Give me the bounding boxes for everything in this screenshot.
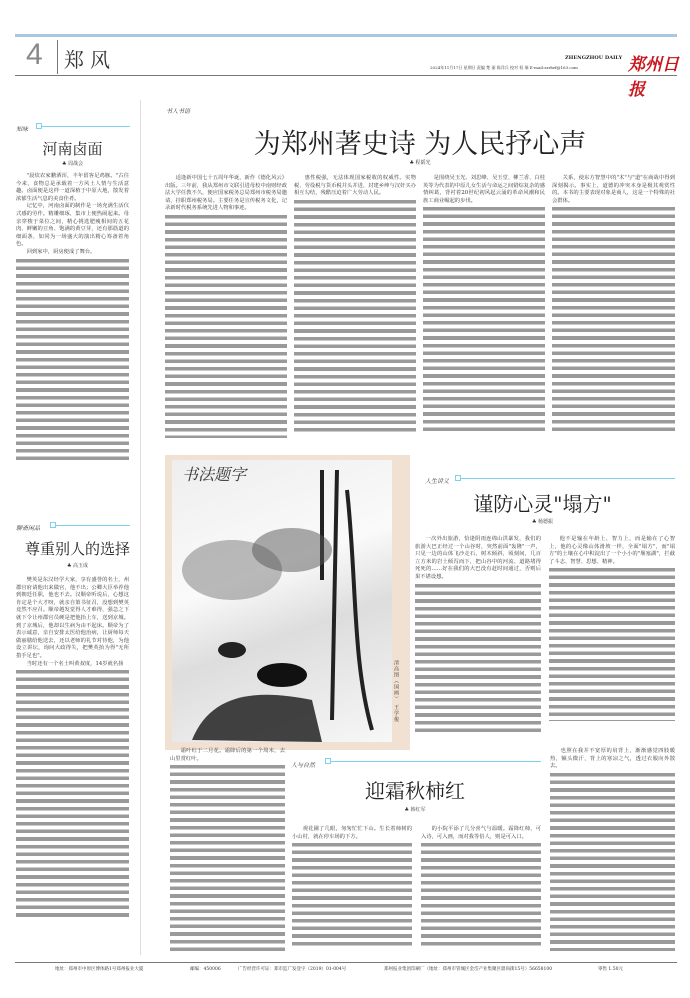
article-column xyxy=(552,175,675,433)
footer-address: 地址：郑州市中原区博体路1号郑州报业大厦 xyxy=(55,967,144,972)
page-number: 4 xyxy=(26,38,43,71)
article-author: ♣ 周战会 xyxy=(61,161,84,167)
article-title: 河南卤面 xyxy=(42,140,103,158)
svg-text:书法题字: 书法题字 xyxy=(182,465,247,484)
ink-painting-image xyxy=(172,460,392,742)
footer-printer: 郑州报业集团印刷厂（地址：郑州市管城区金岱产业集聚区鼎尚街15号）56658100 xyxy=(384,967,553,972)
body-text-continued xyxy=(421,841,541,946)
article-column xyxy=(294,175,416,433)
article-column xyxy=(421,826,541,946)
article-column xyxy=(550,748,675,951)
footer-price: 零售 1.50元 xyxy=(598,967,623,972)
paper-logo: 郑州日报 xyxy=(628,55,679,100)
body-text-continued xyxy=(549,566,675,721)
article-author: ♣ 高玉成 xyxy=(66,563,89,569)
article-column xyxy=(170,748,285,953)
article-title: 尊重别人的选择 xyxy=(24,540,130,558)
article-column xyxy=(415,536,541,732)
body-text-continued xyxy=(552,205,675,433)
paragraph: 适逢新中国七十五周年华诞，新作《德化风云》出版。三年前，我从郑州市文联引进母校中南财经政法大学任教不久，便应国家税务总局郑州市税务局邀请，挂职郑州税务局。主要任务是宣传税务文化，记录新时代税务系统先进人物和事迹。 xyxy=(165,175,287,212)
paragraph: 樊英是东汉经学大家，享有盛誉的名士，州郡官府请他出来做官，他不出；公卿大臣举荐他到朝廷任职，他也不去。汉顺帝听说后，心想这肯定是个大才呀，就亲自策书征召，没想到樊英竟然不应召。顺帝越发觉得人才难得，强急之下就下令让州郡官员硬是把他抬上车，送到京城。到了京城后，他却以生病为由不起床。顺帝为了表示诚意，亲自安排太医给他治病，让厨师每天做丽膳给他送去，还以老师的礼节对待他，为他设立讲坛，询问大政得失，把樊英抬为得"无所措手足也"。 xyxy=(16,577,129,659)
section-name: 郑风 xyxy=(64,48,116,72)
article-body xyxy=(16,173,129,462)
label-line xyxy=(42,126,130,127)
body-text-continued xyxy=(16,668,129,918)
article-author: ♣ 程韬光 xyxy=(409,160,431,166)
body-text-continued xyxy=(170,763,285,953)
article-author: ♣ 韩红军 xyxy=(404,807,426,813)
column-label: 人与自然 xyxy=(291,762,316,769)
column-label: 书人书语 xyxy=(166,108,191,115)
column-divider xyxy=(140,100,141,955)
header-divider xyxy=(57,40,58,74)
paragraph: 是围绕吴玉光、刘思峰、吴玉堂、柳兰香、白桂英等为代表的中原儿女生活与命运之间错综复杂的感情纠葛，背衬着20世纪初风起云涌的革命风潮和民族工商业崛起的步伐。 xyxy=(423,175,545,204)
label-line xyxy=(331,761,541,762)
author-name: 周战会 xyxy=(68,161,84,167)
paragraph: 他不是输在年龄上，智力上，而是输在了心智上，他的心灵像山体滑坡一样，全面"塌方"，而"塌方"的土壤在心中积淀出了一个小小的"堰塞湖"，拦截了斗志、智慧、思想、精神。 xyxy=(549,536,675,565)
issue-meta: 2024年11月17日 星期日 责编 楚 丽 陈洋兵 校对 权 瑞 E-mail:zzrbzf@163.com xyxy=(430,65,578,70)
paper-english-name: ZHENGZHOU DAILY xyxy=(565,55,623,61)
paragraph: 当时还有一个名士叫黄叔度，14岁就名扬 xyxy=(26,660,124,667)
article-title: 谨防心灵"塌方" xyxy=(473,492,612,516)
article-column xyxy=(165,175,287,438)
paragraph: "晨炊农家鹏酒浑，丰年留客足鸡豚。"古往今来，食物总是承载着一方风土人情与生活意趣。卤面便是这样一道深植于中原大地，散发着浓郁生活气息的美食佳肴。 xyxy=(16,173,129,202)
paragraph: 霜叶红于二月花。霜降后的第一个周末，去山里赏红叶。 xyxy=(170,748,285,762)
body-text-continued xyxy=(292,841,412,946)
paragraph: 回到家中，厨房便成了舞台。 xyxy=(26,248,96,255)
author-name: 杨德振 xyxy=(538,519,554,525)
label-line xyxy=(56,525,130,526)
article-body xyxy=(16,577,129,918)
body-text-continued xyxy=(550,771,675,951)
header-rule xyxy=(15,75,677,76)
header-top-line xyxy=(15,34,677,37)
paragraph: 的小院平添了几分喜气与温暖。霜降红柿，可入诗，可入画，而对我等俗人，则是可入口。 xyxy=(421,826,541,840)
body-text-continued xyxy=(16,257,129,462)
paragraph: 观花圃了几眼，匆匆忙忙下山。生长着柿树的小山村，就在停车场的下方。 xyxy=(292,826,412,840)
paragraph: 一次外出旅游，恰逢阴雨连绵山洪暴发，我们的旅游大巴正经过一个山谷时，突然前面"轰隆"一声，只见一边的山体飞沙走石，树木倾斜，顷刻间，几百立方米的岩土倾泻而下，把山谷中的河流、道路堵得死死的……好在我们的大巴没有赶时间通过，否则后果不堪设想。 xyxy=(415,536,541,580)
footer-ad-license: 广告经营许可证：郑市监广发登字（2019）01-004号 xyxy=(238,967,347,972)
paragraph: 惠性税强，无法体现国家税收的权威性。实物税、劳役税与货币税并头并进，封建乡绅与汉奸买办相互勾结，残酷压迫着广大劳动人民。 xyxy=(294,175,416,197)
author-name: 高玉成 xyxy=(73,563,89,569)
author-name: 程韬光 xyxy=(415,160,431,166)
painting-caption: 清高图（国画） 王学俊 xyxy=(393,660,399,723)
article-author: ♣ 杨德振 xyxy=(531,519,554,525)
article-column xyxy=(549,536,675,721)
column-label: 聊斋闲品 xyxy=(16,525,41,532)
body-text-continued xyxy=(294,198,416,433)
body-text-continued xyxy=(415,582,541,732)
body-text-continued xyxy=(423,205,545,433)
column-label: 知味 xyxy=(16,126,29,133)
paragraph: 记忆中，河南卤面的制作是一场充满生活仪式感的劳作。精雕细琢，集市上便热闹起来。母亲穿梭于菜位之间，精心挑选肥瘦相间的五花肉、鲜嫩的豆角、饱满的黄豆芽，还有那筋道的细面条，如同为一场盛大的演出精心筹备着角色。 xyxy=(16,203,129,248)
article-column xyxy=(423,175,545,433)
paragraph: 也照在我并不宽厚的肩背上，渐渐感觉四肢暖热，额头微汗，背上的寒凉之气，透过衣服向外散去。 xyxy=(550,748,675,770)
article-column xyxy=(292,826,412,946)
footer-rule xyxy=(15,962,677,963)
painting-illustration xyxy=(172,460,392,742)
footer-postcode: 邮编：450006 xyxy=(190,967,221,972)
article-title: 迎霜秋柿红 xyxy=(365,779,465,803)
author-name: 韩红军 xyxy=(410,807,426,813)
body-text-continued xyxy=(165,213,287,438)
label-line xyxy=(461,478,675,479)
paragraph: 关系，使东方智慧中的"术"与"道"在商战中得到深刻揭示。事实上，道德的冲突本身是极其观赏性的。本书的主要表现对象是商人，这是一个特殊的社会群体。 xyxy=(552,175,675,204)
column-label: 人生讲义 xyxy=(425,478,450,485)
article-title: 为郑州著史诗 为人民抒心声 xyxy=(253,129,587,160)
